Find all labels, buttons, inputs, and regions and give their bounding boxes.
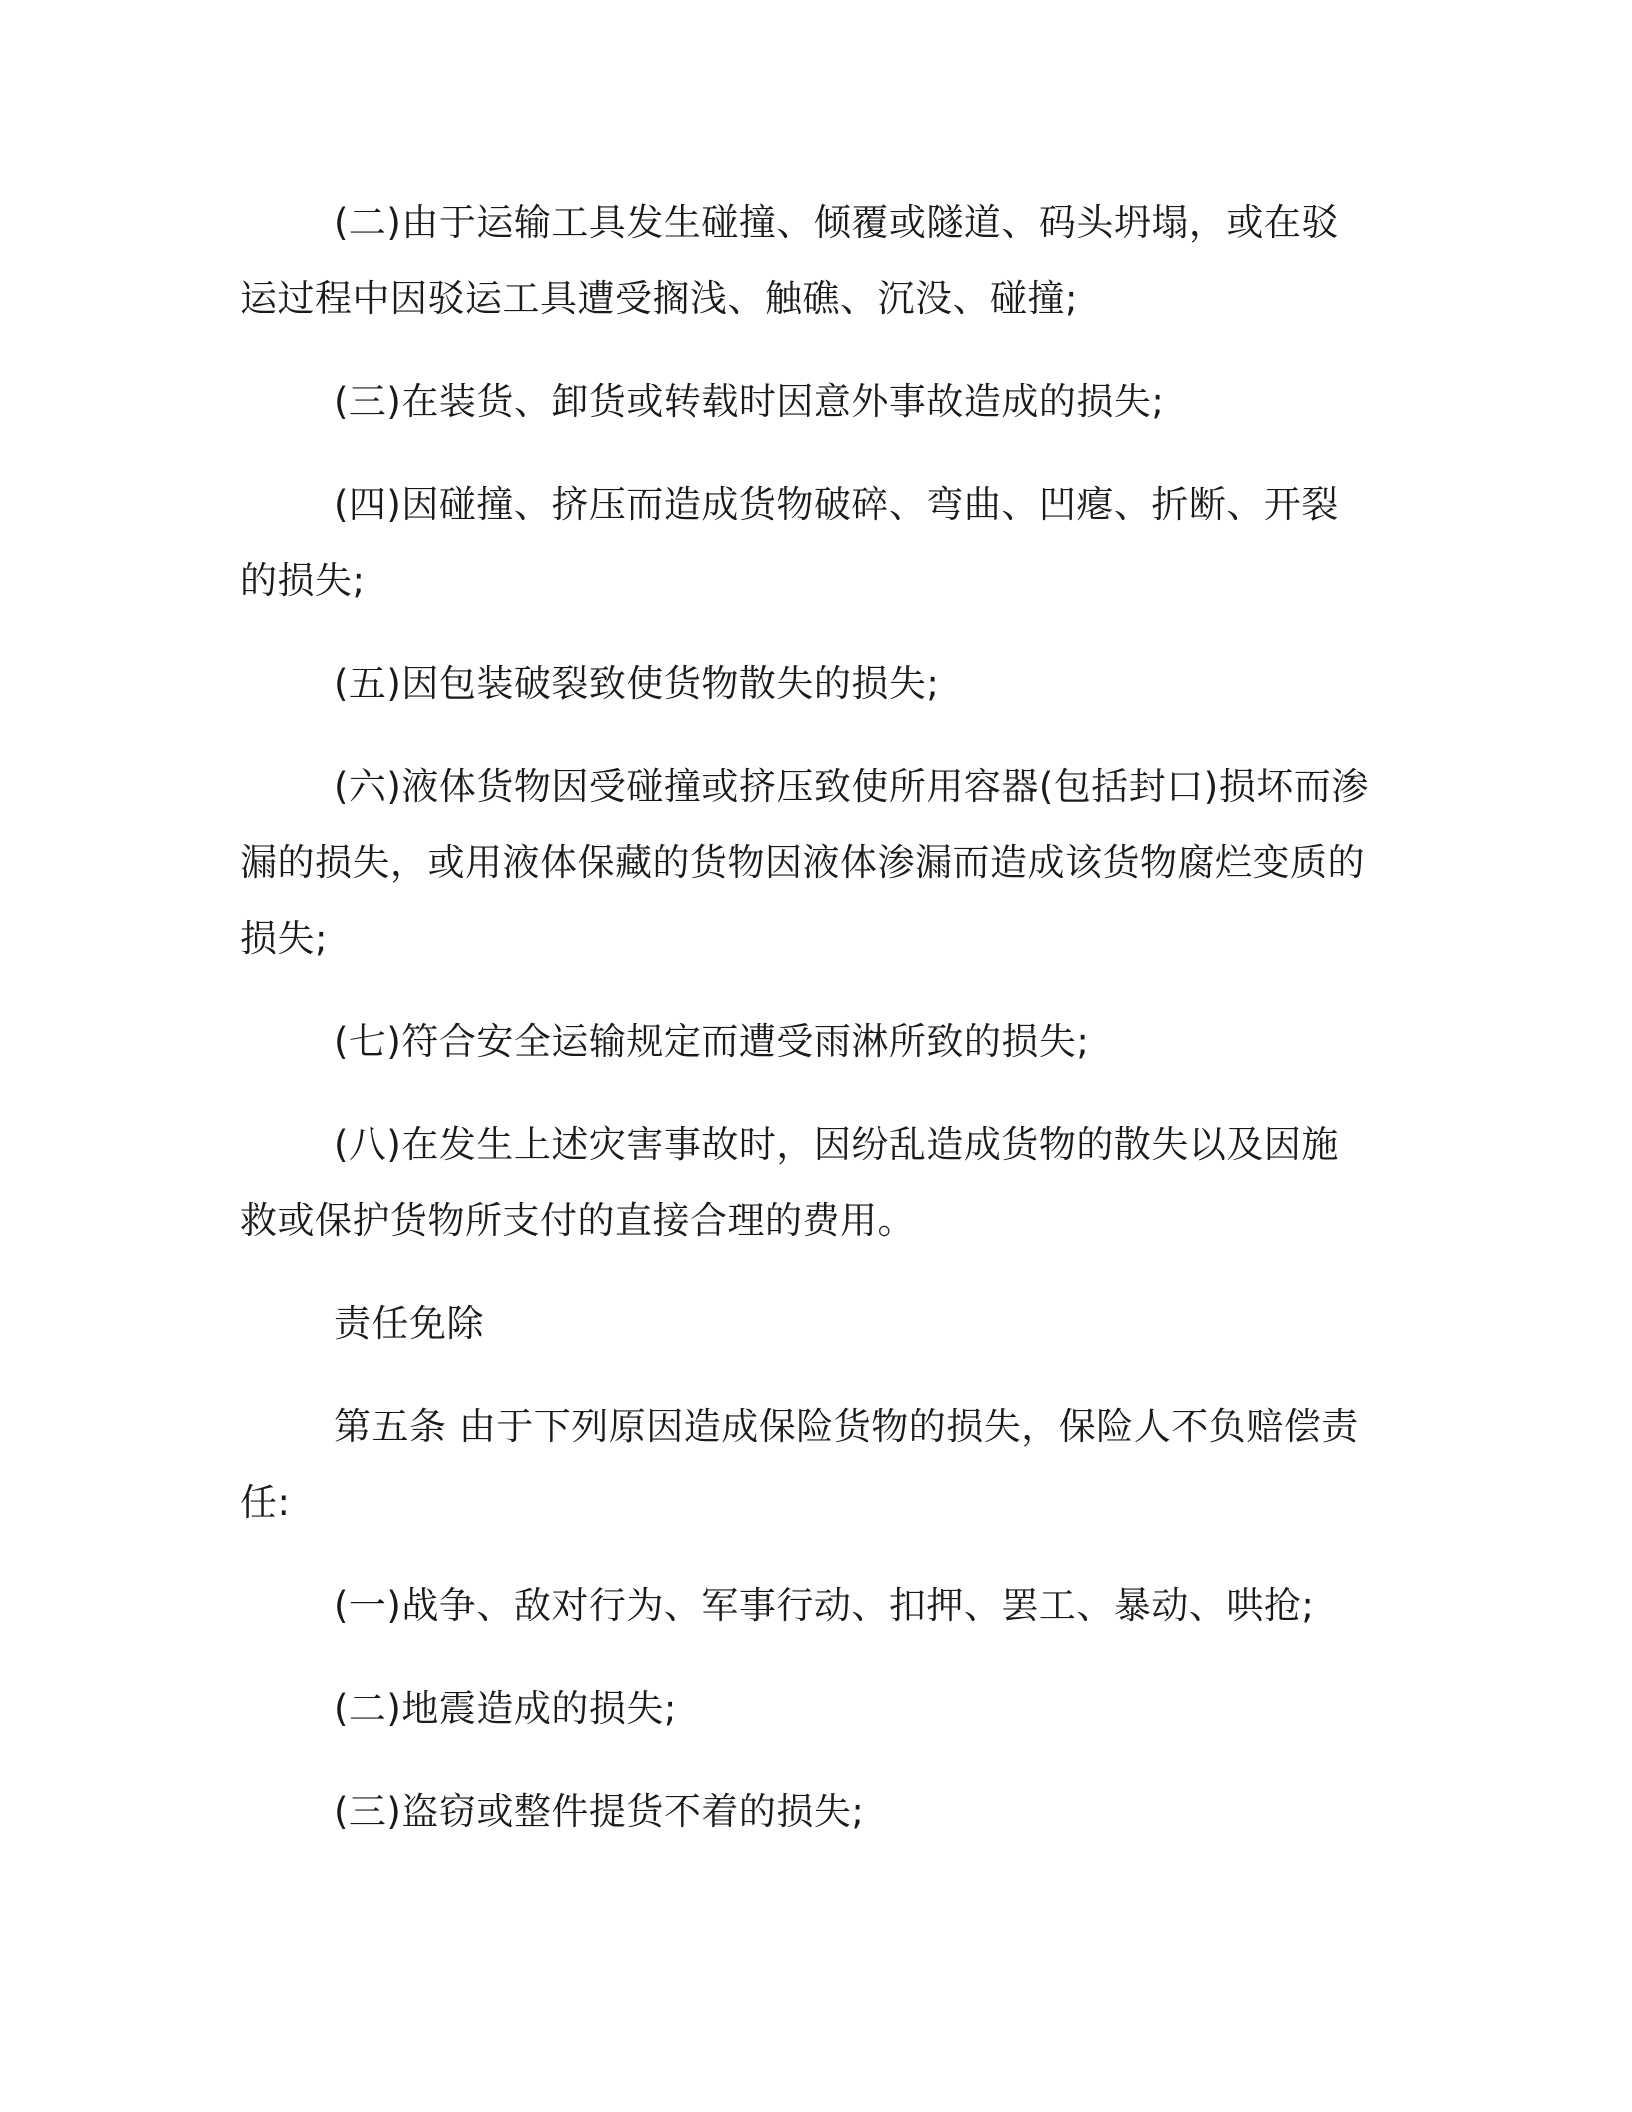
exclusion-2-earthquake: (二)地震造成的损失;	[334, 1687, 677, 1730]
paragraph-2-collision: (二)由于运输工具发生碰撞、倾覆或隧道、码头坍塌，或在驳运过程中因驳运工具遭受搁浅、触礁、沉没、碰撞;	[240, 201, 1339, 320]
paragraph-4-crushing: (四)因碰撞、挤压而造成货物破碎、弯曲、凹瘪、折断、开裂的损失;	[240, 483, 1339, 602]
section-heading-exclusions: 责任免除	[334, 1302, 484, 1345]
document-body	[240, 185, 1370, 1877]
article-5-intro: 第五条 由于下列原因造成保险货物的损失，保险人不负赔偿责任:	[240, 1405, 1359, 1524]
paragraph-3-loading: (三)在装货、卸货或转载时因意外事故造成的损失;	[334, 380, 1165, 423]
exclusion-1-war: (一)战争、敌对行为、军事行动、扣押、罢工、暴动、哄抢;	[334, 1584, 1315, 1627]
paragraph-8-expenses: (八)在发生上述灾害事故时，因纷乱造成货物的散失以及因施救或保护货物所支付的直接合理的费用。	[240, 1123, 1339, 1242]
exclusion-3-theft: (三)盗窃或整件提货不着的损失;	[334, 1790, 865, 1833]
paragraph-7-rain: (七)符合安全运输规定而遭受雨淋所致的损失;	[334, 1020, 1090, 1063]
paragraph-6-liquid: (六)液体货物因受碰撞或挤压致使所用容器(包括封口)损坏而渗漏的损失，或用液体保藏的货物因液体渗漏而造成该货物腐烂变质的损失;	[240, 765, 1369, 960]
paragraph-5-packaging: (五)因包装破裂致使货物散失的损失;	[334, 662, 940, 705]
